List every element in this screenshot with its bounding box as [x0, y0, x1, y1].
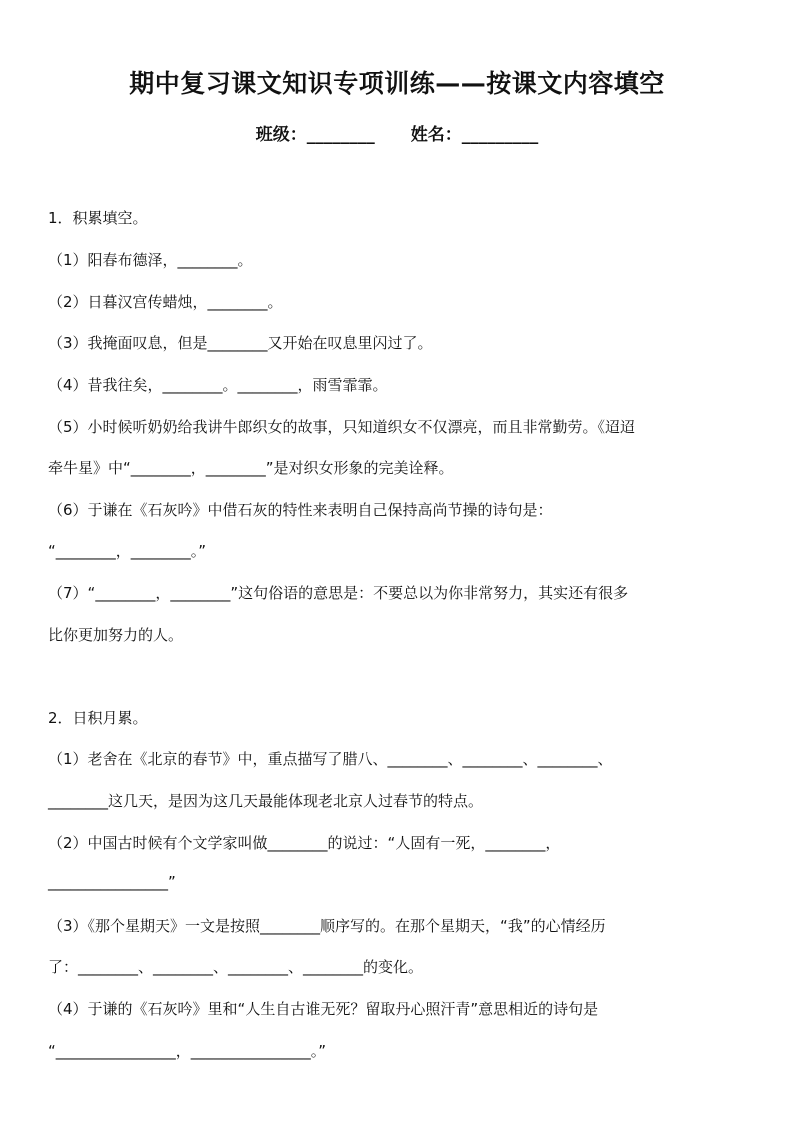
question-2-line: 了：________、________、________、________的变化。	[48, 958, 424, 976]
page-title: 期中复习课文知识专项训练——按课文内容填空	[129, 69, 665, 98]
question-2-line: （3）《那个星期天》一文是按照________顺序写的。在那个星期天，“我”的心情经历	[48, 917, 606, 935]
question-2-heading: 2．日积月累。	[48, 709, 148, 727]
question-2-line: （1）老舍在《北京的春节》中，重点描写了腊八、________、________、________、	[48, 750, 613, 768]
name-field: 姓名：_________	[410, 125, 539, 145]
question-1-line: （1）阳春布德泽，________。	[48, 251, 253, 269]
question-1-line: “________，________。”	[48, 542, 207, 560]
question-1-line: （4）昔我往矣，________。________，雨雪霏霏。	[48, 376, 388, 394]
question-1-line: （7）“________，________”这句俗语的意思是：不要总以为你非常努力，其实还有很多	[48, 584, 629, 602]
question-2-line: （4）于谦的《石灰吟》里和“人生自古谁无死？留取丹心照汗青”意思相近的诗句是	[48, 1000, 599, 1018]
question-2-line: ________这几天，是因为这几天最能体现老北京人过春节的特点。	[48, 792, 484, 810]
question-1-line: （5）小时候听奶奶给我讲牛郎织女的故事，只知道织女不仅漂亮，而且非常勤劳。《迢迢	[48, 418, 636, 436]
question-1-heading: 1．积累填空。	[48, 209, 148, 227]
question-1-line: 牵牛星》中“________，________”是对织女形象的完美诠释。	[48, 459, 454, 477]
question-1-line: （2）日暮汉宫传蜡烛，________。	[48, 293, 283, 311]
question-2-line: ________________”	[48, 873, 176, 891]
question-2-line: “________________，________________。”	[48, 1042, 327, 1060]
question-2-line: （2）中国古时候有个文学家叫做________的说过：“人固有一死，________，	[48, 834, 561, 852]
question-1-line: 比你更加努力的人。	[48, 626, 184, 644]
class-field: 班级：________	[255, 125, 375, 145]
student-info	[0, 120, 794, 145]
question-1-line: （6）于谦在《石灰吟》中借石灰的特性来表明自己保持高尚节操的诗句是：	[48, 501, 553, 519]
question-1-line: （3）我掩面叹息，但是________又开始在叹息里闪过了。	[48, 334, 433, 352]
